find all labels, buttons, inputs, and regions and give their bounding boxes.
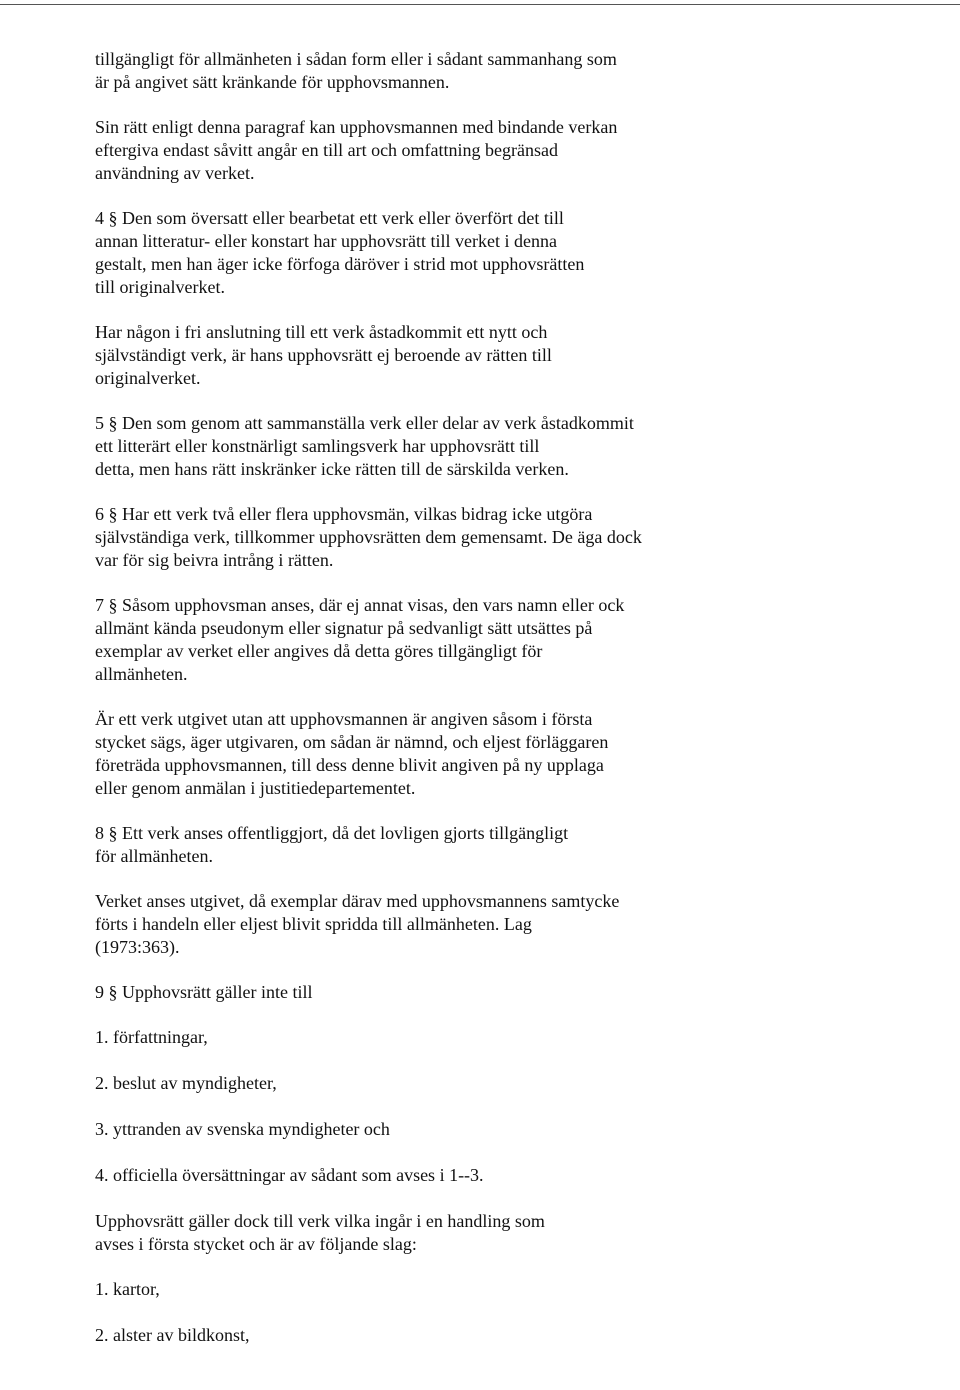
paragraph-waiver [95, 116, 735, 185]
paragraph-continuation [95, 48, 735, 94]
list-item: 2. beslut av myndigheter, [95, 1073, 277, 1093]
text-line: ett litterärt eller konstnärligt samlingsverk har upphovsrätt till [95, 436, 540, 456]
text-line: var för sig beivra intrång i rätten. [95, 550, 334, 570]
list-item: 1. kartor, [95, 1279, 160, 1299]
section-6 [95, 503, 735, 572]
text-line: Sin rätt enligt denna paragraf kan upphovsmannen med bindande verkan [95, 117, 618, 137]
list-item: 4. officiella översättningar av sådant som avses i 1--3. [95, 1165, 484, 1185]
text-line: Upphovsrätt gäller dock till verk vilka ingår i en handling som [95, 1211, 545, 1231]
text-line: exemplar av verket eller angives då detta göres tillgängligt för [95, 641, 543, 661]
list-item: 3. yttranden av svenska myndigheter och [95, 1119, 390, 1139]
text-line: förts i handeln eller eljest blivit spridda till allmänheten. Lag [95, 914, 532, 934]
section-8 [95, 822, 735, 868]
text-line: användning av verket. [95, 163, 255, 183]
text-line: självständiga verk, tillkommer upphovsrätten dem gemensamt. De äga dock [95, 527, 642, 547]
paragraph-exceptions [95, 1210, 735, 1256]
text-line: 4 § Den som översatt eller bearbetat ett verk eller överfört det till [95, 208, 564, 228]
section-7 [95, 594, 735, 686]
text-line: allmänt kända pseudonym eller signatur på sedvanligt sätt utsättes på [95, 618, 593, 638]
text-line: för allmänheten. [95, 846, 213, 866]
text-line: (1973:363). [95, 937, 180, 957]
text-line: är på angivet sätt kränkande för upphovsmannen. [95, 72, 450, 92]
section-4-second [95, 321, 735, 390]
section-7-second [95, 708, 735, 800]
list-item: 2. alster av bildkonst, [95, 1325, 250, 1345]
text-line: Har någon i fri anslutning till ett verk åstadkommit ett nytt och [95, 322, 548, 342]
text-line: originalverket. [95, 368, 201, 388]
text-line: gestalt, men han äger icke förfoga däröver i strid mot upphovsrätten [95, 254, 585, 274]
text-line: 7 § Såsom upphovsman anses, där ej annat visas, den vars namn eller ock [95, 595, 625, 615]
text-line: eller genom anmälan i justitiedepartementet. [95, 778, 416, 798]
text-line: tillgängligt för allmänheten i sådan form eller i sådant sammanhang som [95, 49, 617, 69]
section-8-second [95, 890, 735, 959]
text-line: Är ett verk utgivet utan att upphovsmannen är angiven såsom i första [95, 709, 593, 729]
text-line: detta, men hans rätt inskränker icke rätten till de särskilda verken. [95, 459, 569, 479]
section-4 [95, 207, 735, 299]
text-line: 9 § Upphovsrätt gäller inte till [95, 982, 313, 1002]
list-item: 1. författningar, [95, 1027, 208, 1047]
section-9 [95, 981, 735, 1004]
document-page [95, 48, 735, 1370]
text-line: 5 § Den som genom att sammanställa verk eller delar av verk åstadkommit [95, 413, 634, 433]
text-line: Verket anses utgivet, då exemplar därav med upphovsmannens samtycke [95, 891, 620, 911]
text-line: eftergiva endast såvitt angår en till art och omfattning begränsad [95, 140, 559, 160]
text-line: företräda upphovsmannen, till dess denne blivit angiven på ny upplaga [95, 755, 604, 775]
scan-top-rule [0, 4, 960, 5]
text-line: till originalverket. [95, 277, 225, 297]
text-line: avses i första stycket och är av följande slag: [95, 1234, 417, 1254]
text-line: 8 § Ett verk anses offentliggjort, då det lovligen gjorts tillgängligt [95, 823, 569, 843]
section-5 [95, 412, 735, 481]
text-line: annan litteratur- eller konstart har upphovsrätt till verket i denna [95, 231, 557, 251]
text-line: 6 § Har ett verk två eller flera upphovsmän, vilkas bidrag icke utgöra [95, 504, 593, 524]
text-line: stycket sägs, äger utgivaren, om sådan är nämnd, och eljest förläggaren [95, 732, 609, 752]
text-line: allmänheten. [95, 664, 188, 684]
text-line: självständigt verk, är hans upphovsrätt ej beroende av rätten till [95, 345, 552, 365]
